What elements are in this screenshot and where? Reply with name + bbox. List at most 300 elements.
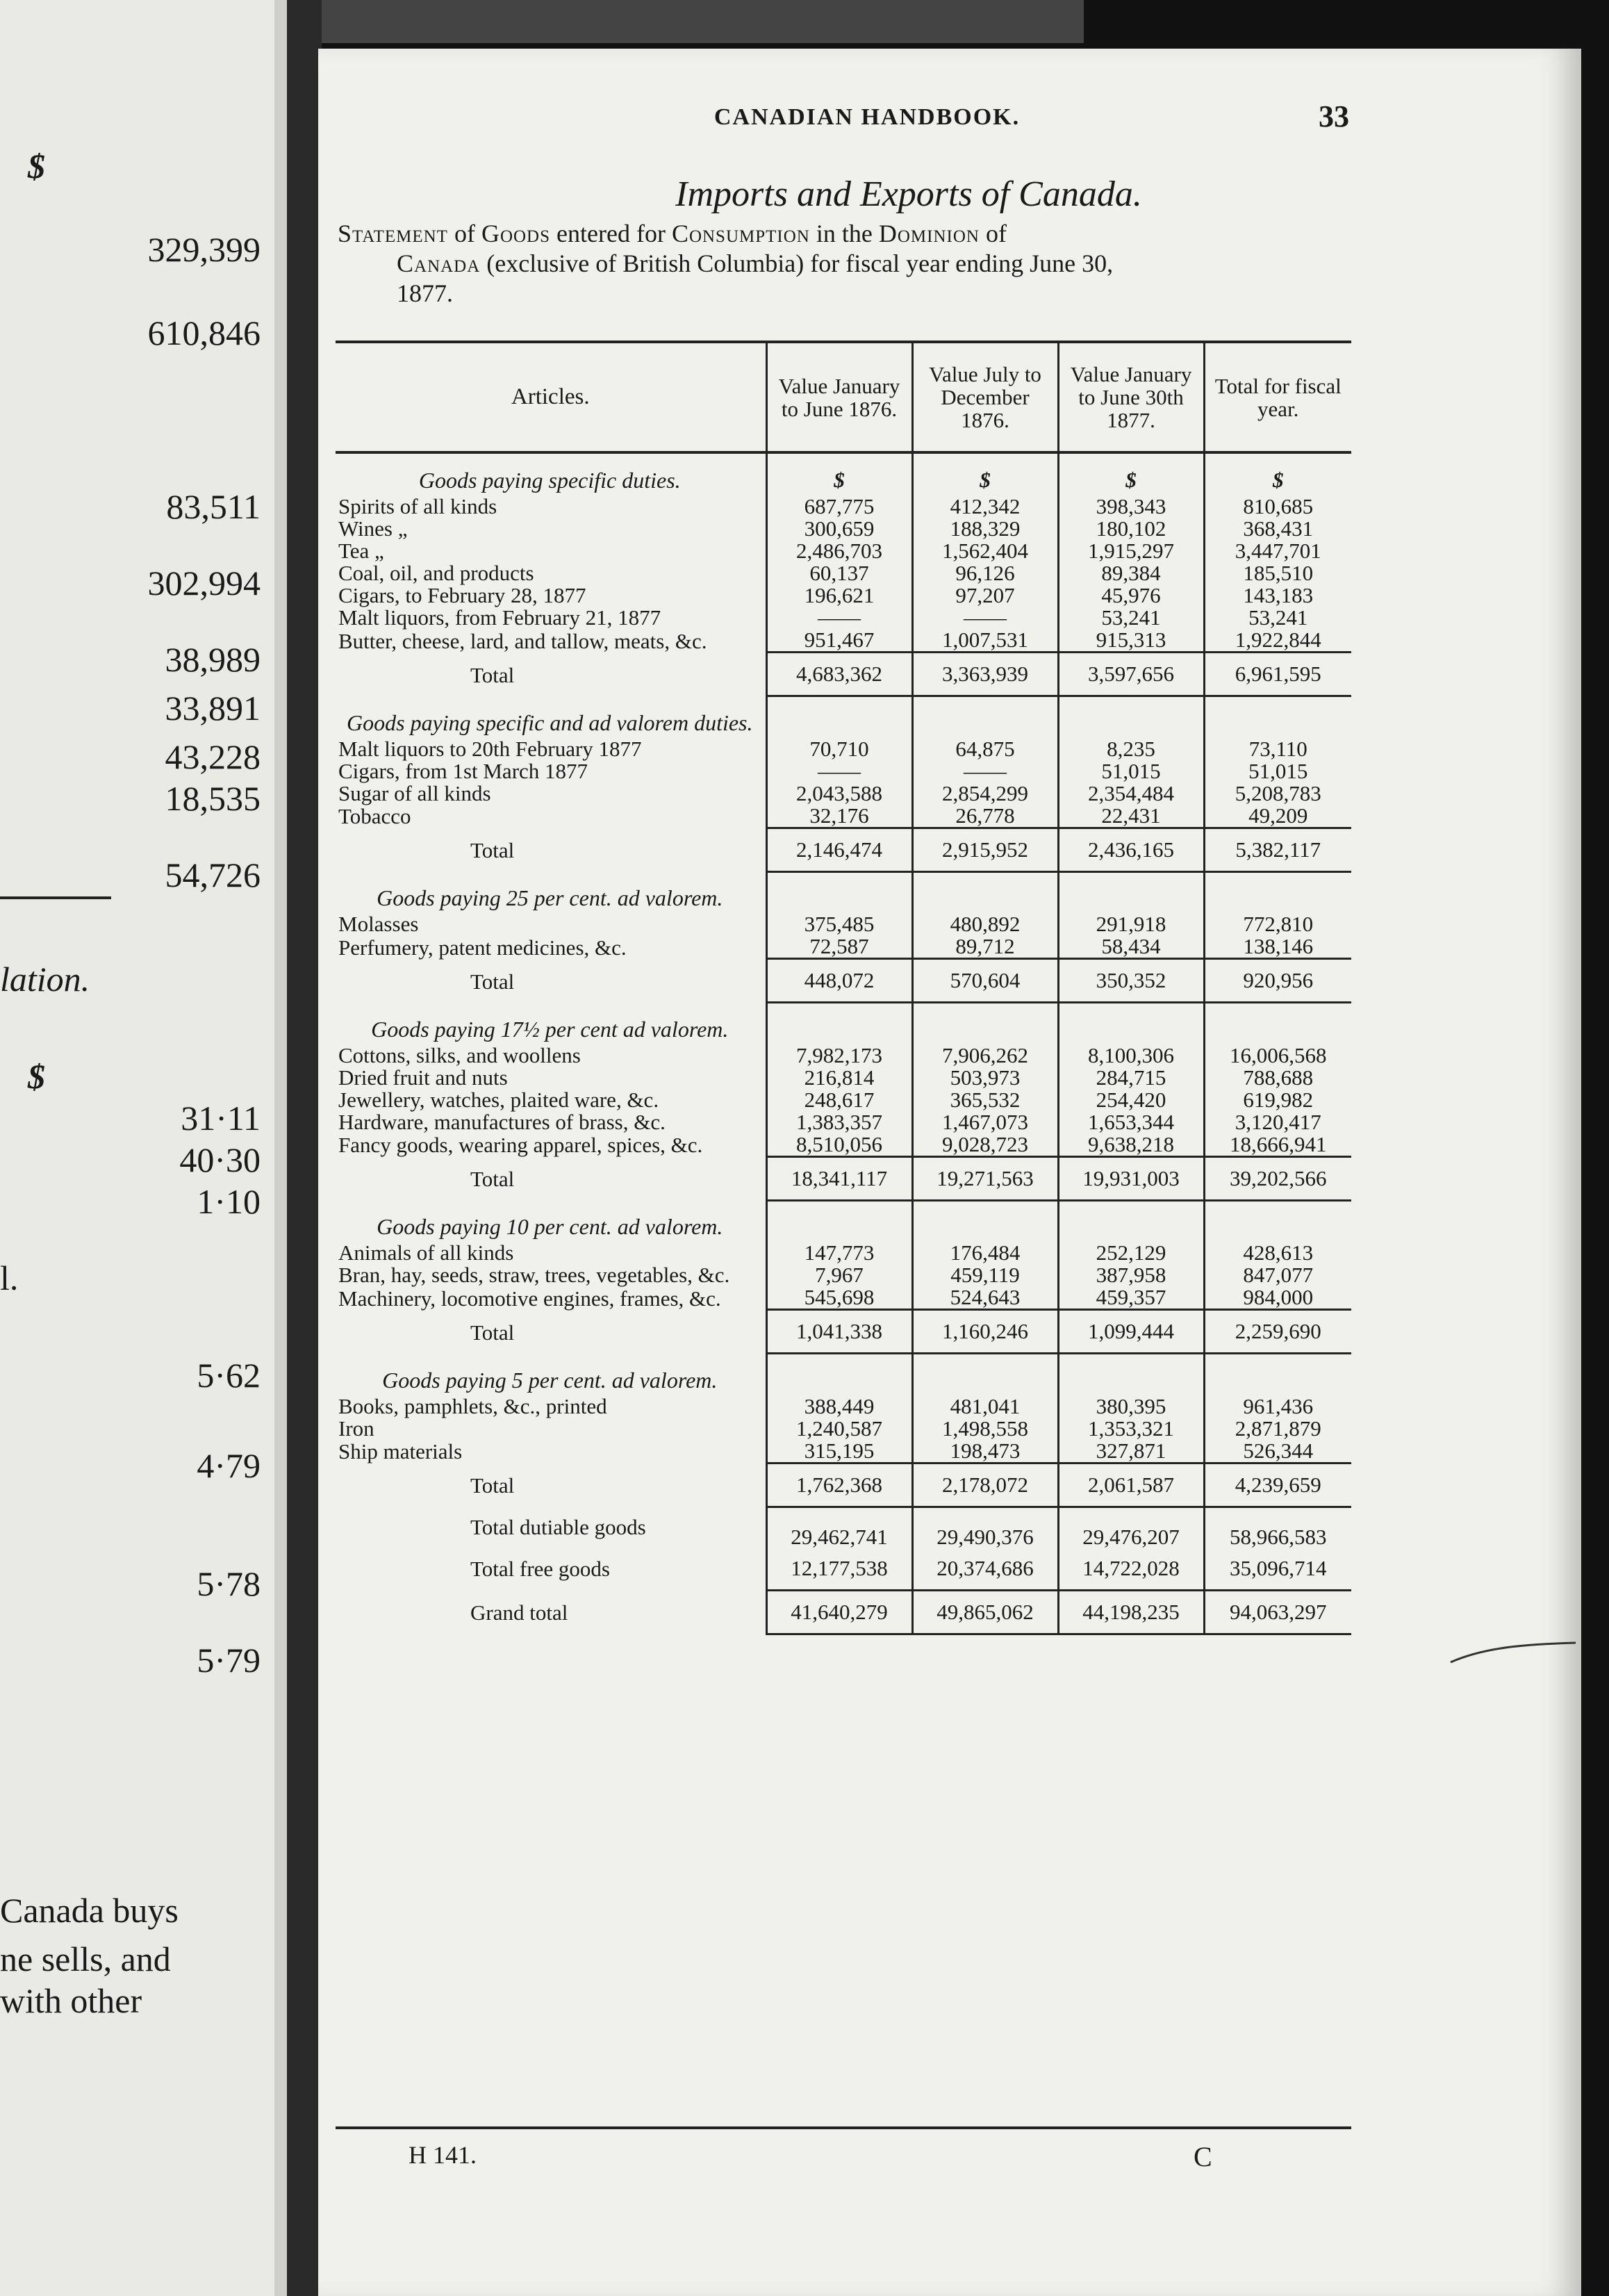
value-cell: 1,915,297	[1058, 540, 1204, 562]
article-label: Total	[470, 1320, 515, 1345]
article-label: Total	[470, 969, 515, 994]
article-cell	[336, 1418, 766, 1440]
total-value-cell: 39,202,566	[1204, 1156, 1351, 1200]
article-label: Coal, oil, and products	[338, 561, 534, 585]
value-cell: 5,208,783	[1204, 782, 1351, 805]
article-cell	[336, 935, 766, 959]
currency-mark	[1058, 696, 1204, 738]
previous-page-text: Canada buys	[0, 1891, 179, 1930]
intro-word: Consumption	[671, 220, 810, 247]
value-cell: 915,313	[1058, 629, 1204, 653]
previous-page-text: 1·10	[197, 1182, 261, 1221]
intro-word: Dominion	[878, 220, 980, 247]
total-row	[336, 1310, 1351, 1354]
value-cell: 58,434	[1058, 935, 1204, 959]
article-label: Total	[470, 1167, 515, 1191]
value-cell: 176,484	[912, 1242, 1058, 1264]
value-cell: 147,773	[766, 1242, 912, 1264]
intro-word: Statement	[338, 220, 448, 247]
section-heading-row	[336, 871, 1351, 913]
value-cell: 22,431	[1058, 805, 1204, 828]
total-value-cell: 2,915,952	[912, 828, 1058, 871]
total-label-cell	[336, 1463, 766, 1507]
table-row	[336, 1395, 1351, 1418]
col-header-fiscal-total: Total for fiscal year.	[1204, 342, 1351, 452]
currency-mark	[766, 696, 912, 738]
total-value-cell: 1,160,246	[912, 1310, 1058, 1354]
page-number: 33	[1319, 99, 1349, 133]
summary-value-cell: 49,865,062	[912, 1590, 1058, 1634]
value-cell: 9,028,723	[912, 1133, 1058, 1157]
table-row	[336, 1111, 1351, 1133]
article-label: Tobacco	[338, 804, 411, 828]
article-label: Total	[470, 662, 515, 687]
table-row	[336, 913, 1351, 935]
summary-value-cell: 35,096,714	[1204, 1548, 1351, 1590]
value-cell: 788,688	[1204, 1067, 1351, 1089]
pen-stroke-mark	[1444, 1640, 1583, 1668]
article-label: Cottons, silks, and woollens	[338, 1042, 581, 1067]
scan-border	[250, 0, 1084, 43]
value-cell: 3,447,701	[1204, 540, 1351, 562]
article-label: Grand total	[470, 1600, 568, 1625]
article-cell	[336, 782, 766, 805]
value-cell: 9,638,218	[1058, 1133, 1204, 1157]
currency-mark	[912, 871, 1058, 913]
total-label-cell	[336, 828, 766, 871]
table-row	[336, 1067, 1351, 1089]
previous-page-text: 54,726	[165, 855, 261, 894]
previous-page-text: 33,891	[165, 689, 261, 728]
value-cell: 7,967	[766, 1264, 912, 1286]
article-label: Animals of all kinds	[338, 1240, 514, 1265]
table-row	[336, 1044, 1351, 1067]
value-cell: 89,384	[1058, 562, 1204, 584]
total-value-cell: 19,931,003	[1058, 1156, 1204, 1200]
previous-page-text: $	[28, 147, 45, 186]
summary-value-cell: 12,177,538	[766, 1548, 912, 1590]
value-cell: 18,666,941	[1204, 1133, 1351, 1157]
page	[318, 49, 1581, 2296]
table-row	[336, 540, 1351, 562]
currency-mark	[766, 1003, 912, 1044]
summary-value-cell: 29,490,376	[912, 1507, 1058, 1548]
article-label: Molasses	[338, 912, 419, 936]
total-value-cell: 350,352	[1058, 959, 1204, 1003]
value-cell: 198,473	[912, 1440, 1058, 1463]
value-cell: 951,467	[766, 629, 912, 653]
total-value-cell: 18,341,117	[766, 1156, 912, 1200]
value-cell: 459,357	[1058, 1286, 1204, 1310]
article-label: Cigars, from 1st March 1877	[338, 758, 588, 783]
running-head-title: CANADIAN HANDBOOK.	[713, 104, 1021, 130]
table-row	[336, 1133, 1351, 1157]
value-cell: ——	[912, 607, 1058, 629]
intro-word: of	[454, 220, 475, 247]
value-cell: 1,240,587	[766, 1418, 912, 1440]
value-cell: ——	[912, 760, 1058, 782]
article-label: Total free goods	[470, 1557, 610, 1581]
currency-mark	[1204, 871, 1351, 913]
previous-page-text: 18,535	[165, 779, 261, 818]
article-cell	[336, 913, 766, 935]
value-cell: 847,077	[1204, 1264, 1351, 1286]
total-value-cell: 6,961,595	[1204, 653, 1351, 696]
value-cell: 2,486,703	[766, 540, 912, 562]
value-cell: 687,775	[766, 495, 912, 518]
table-row	[336, 629, 1351, 653]
total-row	[336, 1463, 1351, 1507]
article-label: Hardware, manufactures of brass, &c.	[338, 1109, 666, 1134]
article-label: Total	[470, 1473, 515, 1498]
article-label: Butter, cheese, lard, and tallow, meats, &c.	[338, 628, 707, 653]
value-cell: 368,431	[1204, 518, 1351, 540]
summary-value-cell: 44,198,235	[1058, 1590, 1204, 1634]
value-cell: 8,510,056	[766, 1133, 912, 1157]
currency-mark	[1058, 871, 1204, 913]
value-cell: 365,532	[912, 1089, 1058, 1111]
value-cell: 188,329	[912, 518, 1058, 540]
value-cell: 16,006,568	[1204, 1044, 1351, 1067]
value-cell: 138,146	[1204, 935, 1351, 959]
table-row	[336, 1418, 1351, 1440]
value-cell: 8,235	[1058, 738, 1204, 760]
table-row	[336, 518, 1351, 540]
previous-page-text: lation.	[0, 960, 90, 999]
value-cell: 459,119	[912, 1264, 1058, 1286]
article-label: Total	[470, 838, 515, 862]
intro-word: entered for	[556, 220, 666, 247]
article-label: Machinery, locomotive engines, frames, &c.	[338, 1286, 721, 1311]
gathering-mark: C	[1194, 2141, 1212, 2172]
previous-page-text: 5·62	[197, 1356, 261, 1395]
value-cell: 387,958	[1058, 1264, 1204, 1286]
article-cell	[336, 1067, 766, 1089]
value-cell: 216,814	[766, 1067, 912, 1089]
article-label: Total dutiable goods	[470, 1515, 646, 1539]
previous-page-text: with other	[0, 1981, 142, 2020]
currency-mark	[766, 1200, 912, 1242]
summary-label-cell	[336, 1590, 766, 1634]
summary-value-cell: 29,476,207	[1058, 1507, 1204, 1548]
currency-mark	[1058, 1354, 1204, 1395]
intro-word: of	[985, 220, 1007, 247]
article-cell	[336, 1440, 766, 1463]
article-cell	[336, 562, 766, 584]
value-cell: 481,041	[912, 1395, 1058, 1418]
previous-page-text: 302,994	[147, 564, 261, 602]
signature-mark: H 141.	[409, 2141, 477, 2169]
article-cell	[336, 1111, 766, 1133]
value-cell: 1,353,321	[1058, 1418, 1204, 1440]
value-cell: 185,510	[1204, 562, 1351, 584]
value-cell: 72,587	[766, 935, 912, 959]
currency-mark	[1204, 1354, 1351, 1395]
table-row	[336, 760, 1351, 782]
value-cell: 524,643	[912, 1286, 1058, 1310]
value-cell: 7,906,262	[912, 1044, 1058, 1067]
section-heading-row	[336, 1003, 1351, 1044]
article-cell	[336, 738, 766, 760]
value-cell: 412,342	[912, 495, 1058, 518]
value-cell: 51,015	[1204, 760, 1351, 782]
currency-mark: $	[1204, 452, 1351, 495]
total-value-cell: 2,259,690	[1204, 1310, 1351, 1354]
value-cell: 961,436	[1204, 1395, 1351, 1418]
table-row	[336, 1286, 1351, 1310]
total-value-cell: 19,271,563	[912, 1156, 1058, 1200]
total-label-cell	[336, 653, 766, 696]
value-cell: 1,467,073	[912, 1111, 1058, 1133]
value-cell: 96,126	[912, 562, 1058, 584]
previous-page-rule	[0, 896, 111, 899]
summary-row	[336, 1590, 1351, 1634]
value-cell: 51,015	[1058, 760, 1204, 782]
currency-mark: $	[766, 452, 912, 495]
total-row	[336, 653, 1351, 696]
value-cell: 32,176	[766, 805, 912, 828]
value-cell: 1,383,357	[766, 1111, 912, 1133]
total-label-cell	[336, 1156, 766, 1200]
article-cell	[336, 1264, 766, 1286]
summary-label-cell	[336, 1548, 766, 1590]
article-cell	[336, 1044, 766, 1067]
value-cell: 284,715	[1058, 1067, 1204, 1089]
value-cell: 984,000	[1204, 1286, 1351, 1310]
table-row	[336, 782, 1351, 805]
value-cell: 2,354,484	[1058, 782, 1204, 805]
currency-mark	[912, 1354, 1058, 1395]
table-row	[336, 607, 1351, 629]
section-heading: Goods paying specific and ad valorem duties.	[347, 710, 753, 735]
value-cell: 1,653,344	[1058, 1111, 1204, 1133]
total-label-cell	[336, 959, 766, 1003]
section-heading: Goods paying 5 per cent. ad valorem.	[382, 1367, 718, 1393]
previous-page-text: 5·78	[197, 1564, 261, 1603]
article-label: Ship materials	[338, 1439, 463, 1463]
article-label: Iron	[338, 1416, 374, 1441]
article-label: Malt liquors to 20th February 1877	[338, 736, 642, 761]
article-label: Malt liquors, from February 21, 1877	[338, 605, 661, 630]
currency-mark	[1204, 1200, 1351, 1242]
total-value-cell: 4,683,362	[766, 653, 912, 696]
article-label: Sugar of all kinds	[338, 780, 491, 805]
article-cell	[336, 495, 766, 518]
currency-mark	[912, 1200, 1058, 1242]
article-label: Bran, hay, seeds, straw, trees, vegetables, &c.	[338, 1263, 730, 1287]
currency-mark	[1204, 696, 1351, 738]
previous-page-text: 610,846	[147, 313, 261, 352]
article-cell	[336, 1242, 766, 1264]
previous-page-text: 83,511	[166, 487, 261, 526]
table-row	[336, 562, 1351, 584]
value-cell: 2,871,879	[1204, 1418, 1351, 1440]
article-cell	[336, 805, 766, 828]
article-label: Tea „	[338, 539, 384, 563]
value-cell: 375,485	[766, 913, 912, 935]
article-label: Cigars, to February 28, 1877	[338, 583, 586, 607]
section-heading-row	[336, 452, 1351, 495]
value-cell: 1,562,404	[912, 540, 1058, 562]
previous-page-text: 329,399	[147, 230, 261, 269]
total-value-cell: 4,239,659	[1204, 1463, 1351, 1507]
total-value-cell: 920,956	[1204, 959, 1351, 1003]
article-cell	[336, 1089, 766, 1111]
table-bottom-rule	[336, 2126, 1351, 2129]
value-cell: 388,449	[766, 1395, 912, 1418]
total-value-cell: 3,597,656	[1058, 653, 1204, 696]
value-cell: 196,621	[766, 584, 912, 607]
intro-word: Canada	[397, 249, 481, 277]
value-cell: 254,420	[1058, 1089, 1204, 1111]
article-label: Wines „	[338, 516, 408, 541]
summary-value-cell: 41,640,279	[766, 1590, 912, 1634]
total-row	[336, 1156, 1351, 1200]
value-cell: 252,129	[1058, 1242, 1204, 1264]
intro-word: in the	[816, 220, 873, 247]
value-cell: 26,778	[912, 805, 1058, 828]
total-value-cell: 1,041,338	[766, 1310, 912, 1354]
article-label: Dried fruit and nuts	[338, 1065, 508, 1090]
section-heading-row	[336, 1200, 1351, 1242]
value-cell: 772,810	[1204, 913, 1351, 935]
table-row	[336, 495, 1351, 518]
value-cell: 327,871	[1058, 1440, 1204, 1463]
previous-page-text: l.	[0, 1258, 19, 1297]
currency-mark	[1204, 1003, 1351, 1044]
total-row	[336, 828, 1351, 871]
previous-page-text: 43,228	[165, 737, 261, 776]
imports-table	[336, 341, 1351, 1635]
total-value-cell: 2,436,165	[1058, 828, 1204, 871]
summary-value-cell: 94,063,297	[1204, 1590, 1351, 1634]
col-header-articles: Articles.	[336, 342, 766, 452]
value-cell: 503,973	[912, 1067, 1058, 1089]
previous-page-edge	[0, 0, 287, 2296]
article-cell	[336, 584, 766, 607]
value-cell: 619,982	[1204, 1089, 1351, 1111]
currency-mark	[766, 871, 912, 913]
article-label: Jewellery, watches, plaited ware, &c.	[338, 1087, 659, 1112]
table-row	[336, 935, 1351, 959]
currency-mark: $	[1058, 452, 1204, 495]
summary-value-cell: 58,966,583	[1204, 1507, 1351, 1548]
currency-mark: $	[912, 452, 1058, 495]
previous-page-text: 40·30	[179, 1140, 261, 1179]
value-cell: 810,685	[1204, 495, 1351, 518]
section-heading: Goods paying specific duties.	[418, 468, 681, 493]
summary-value-cell: 20,374,686	[912, 1548, 1058, 1590]
value-cell: ——	[766, 607, 912, 629]
value-cell: 53,241	[1058, 607, 1204, 629]
section-heading-row	[336, 696, 1351, 738]
value-cell: 180,102	[1058, 518, 1204, 540]
currency-mark	[766, 1354, 912, 1395]
col-header-jan-jun-1877: Value January to June 30th 1877.	[1058, 342, 1204, 452]
article-cell	[336, 1286, 766, 1310]
table-row	[336, 738, 1351, 760]
total-value-cell: 1,762,368	[766, 1463, 912, 1507]
section-heading: Goods paying 25 per cent. ad valorem.	[377, 885, 723, 910]
col-header-jul-dec-1876: Value July to December 1876.	[912, 342, 1058, 452]
total-row	[336, 959, 1351, 1003]
article-cell	[336, 540, 766, 562]
summary-value-cell: 29,462,741	[766, 1507, 912, 1548]
value-cell: 2,043,588	[766, 782, 912, 805]
table-row	[336, 1242, 1351, 1264]
summary-label-cell	[336, 1507, 766, 1548]
value-cell: 398,343	[1058, 495, 1204, 518]
table-row	[336, 584, 1351, 607]
value-cell: 70,710	[766, 738, 912, 760]
article-cell	[336, 518, 766, 540]
value-cell: 380,395	[1058, 1395, 1204, 1418]
table-row	[336, 1264, 1351, 1286]
article-cell	[336, 607, 766, 629]
total-value-cell: 5,382,117	[1204, 828, 1351, 871]
summary-row	[336, 1548, 1351, 1590]
previous-page-text: ne sells, and	[0, 1940, 171, 1978]
value-cell: 291,918	[1058, 913, 1204, 935]
value-cell: 49,209	[1204, 805, 1351, 828]
section-heading-row	[336, 1354, 1351, 1395]
total-value-cell: 448,072	[766, 959, 912, 1003]
previous-page-text: 4·79	[197, 1446, 261, 1485]
value-cell: 60,137	[766, 562, 912, 584]
value-cell: 1,922,844	[1204, 629, 1351, 653]
section-heading: Goods paying 10 per cent. ad valorem.	[377, 1214, 723, 1239]
total-value-cell: 1,099,444	[1058, 1310, 1204, 1354]
section-heading: Goods paying 17½ per cent ad valorem.	[371, 1016, 729, 1042]
book-gutter	[287, 0, 322, 2296]
table-row	[336, 1440, 1351, 1463]
value-cell: 73,110	[1204, 738, 1351, 760]
total-value-cell: 2,178,072	[912, 1463, 1058, 1507]
intro-word: 1877.	[397, 279, 453, 307]
value-cell: 89,712	[912, 935, 1058, 959]
currency-mark	[1058, 1003, 1204, 1044]
currency-mark	[912, 1003, 1058, 1044]
table-row	[336, 1089, 1351, 1111]
article-cell	[336, 1133, 766, 1157]
article-label: Spirits of all kinds	[338, 494, 497, 518]
value-cell: 480,892	[912, 913, 1058, 935]
total-value-cell: 2,146,474	[766, 828, 912, 871]
value-cell: ——	[766, 760, 912, 782]
value-cell: 315,195	[766, 1440, 912, 1463]
value-cell: 143,183	[1204, 584, 1351, 607]
value-cell: 97,207	[912, 584, 1058, 607]
total-label-cell	[336, 1310, 766, 1354]
article-cell	[336, 760, 766, 782]
value-cell: 428,613	[1204, 1242, 1351, 1264]
previous-page-text: 38,989	[165, 640, 261, 679]
intro-word: Goods	[481, 220, 551, 247]
article-cell	[336, 1395, 766, 1418]
intro-word: (exclusive of British Columbia) for fiscal year ending June 30,	[486, 249, 1114, 277]
value-cell: 3,120,417	[1204, 1111, 1351, 1133]
value-cell: 2,854,299	[912, 782, 1058, 805]
statement-intro	[338, 219, 1352, 309]
value-cell: 8,100,306	[1058, 1044, 1204, 1067]
value-cell: 300,659	[766, 518, 912, 540]
total-value-cell: 3,363,939	[912, 653, 1058, 696]
value-cell: 248,617	[766, 1089, 912, 1111]
previous-page-text: 31·11	[181, 1099, 261, 1138]
col-header-jan-jun-1876: Value January to June 1876.	[766, 342, 912, 452]
total-value-cell: 570,604	[912, 959, 1058, 1003]
currency-mark	[912, 696, 1058, 738]
